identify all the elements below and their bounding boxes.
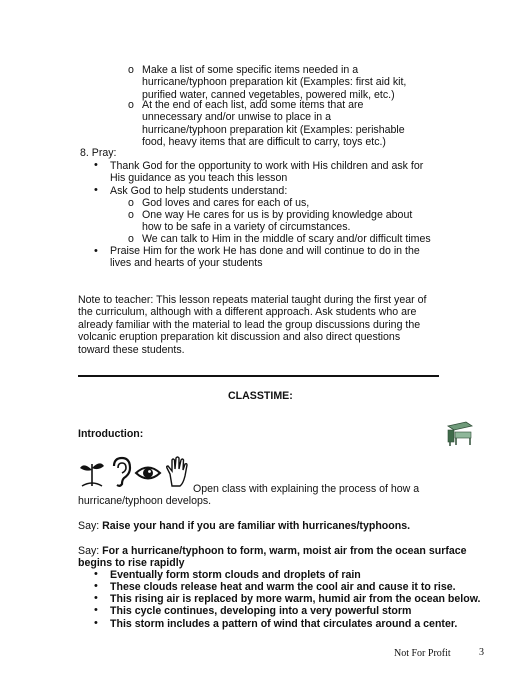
say-label: Say: (78, 545, 100, 557)
list-marker: o (128, 99, 134, 111)
open-class-text: hurricane/typhoon develops. (78, 495, 212, 507)
list-item: God loves and cares for each of us, (142, 197, 310, 209)
list-marker: o (128, 233, 134, 245)
bullet-marker: • (94, 580, 98, 592)
list-marker: o (128, 209, 134, 221)
ear-icon (108, 456, 132, 488)
section-title: CLASSTIME: (228, 390, 293, 402)
say-text: Raise your hand if you are familiar with hurricanes/typhoons. (102, 520, 411, 532)
sprout-icon (78, 456, 106, 488)
say-label: Say: (78, 520, 100, 532)
list-item: This storm includes a pattern of wind that circulates around a center. (110, 618, 458, 630)
list-item: Ask God to help students understand: (110, 185, 288, 197)
say-paragraph (78, 545, 468, 570)
list-item: This rising air is replaced by more warm, humid air from the ocean below. (110, 593, 481, 605)
list-item: Make a list of some specific items needed in a hurricane/typhoon preparation kit (Examples: first aid kit, purified water, canned vegetables, powered milk, etc.) (142, 64, 407, 101)
desk-icon (444, 418, 476, 448)
say-text: For a hurricane/typhoon to form, warm, moist air from the ocean surface begins to rise rapidly (78, 545, 467, 570)
list-item: At the end of each list, add some items that are unnecessary and/or unwise to place in a hurricane/typhoon preparation kit (Examples: perishable food, heavy items that are difficult to carry, toys etc.) (142, 99, 405, 149)
introduction-heading: Introduction: (78, 428, 144, 440)
list-marker: o (128, 197, 134, 209)
teacher-note: Note to teacher: This lesson repeats material taught during the first year of the curriculum, although with a different approach. Ask students who are already familiar with the material to lead the group discussions during the volcanic eruption preparation kit discussion and also direct questions toward these students. (78, 294, 427, 356)
say-paragraph (78, 520, 410, 532)
footer-text: Not For Profit (394, 648, 451, 659)
eye-icon (134, 462, 162, 484)
list-item: We can talk to Him in the middle of scary and/or difficult times (142, 233, 431, 245)
bullet-marker: • (94, 568, 98, 580)
list-item: Eventually form storm clouds and droplets of rain (110, 569, 361, 581)
page-number: 3 (479, 647, 484, 658)
pray-heading: 8. Pray: (80, 147, 117, 159)
bullet-marker: • (94, 159, 98, 171)
list-item: This cycle continues, developing into a very powerful storm (110, 605, 412, 617)
senses-icons (78, 456, 190, 488)
bullet-marker: • (94, 184, 98, 196)
list-item: One way He cares for us is by providing knowledge about how to be safe in a variety of circumstances. (142, 209, 413, 234)
list-item: Praise Him for the work He has done and will continue to do in the lives and hearts of your students (110, 245, 420, 270)
bullet-marker: • (94, 245, 98, 257)
hand-icon (164, 456, 190, 488)
bullet-marker: • (94, 604, 98, 616)
list-item: These clouds release heat and warm the cool air and cause it to rise. (110, 581, 456, 593)
list-marker: o (128, 64, 134, 76)
open-class-text: Open class with explaining the process of how a (193, 483, 420, 495)
bullet-marker: • (94, 617, 98, 629)
bullet-marker: • (94, 592, 98, 604)
list-item: Thank God for the opportunity to work with His children and ask for His guidance as you teach this lesson (110, 160, 424, 185)
divider (78, 375, 439, 377)
